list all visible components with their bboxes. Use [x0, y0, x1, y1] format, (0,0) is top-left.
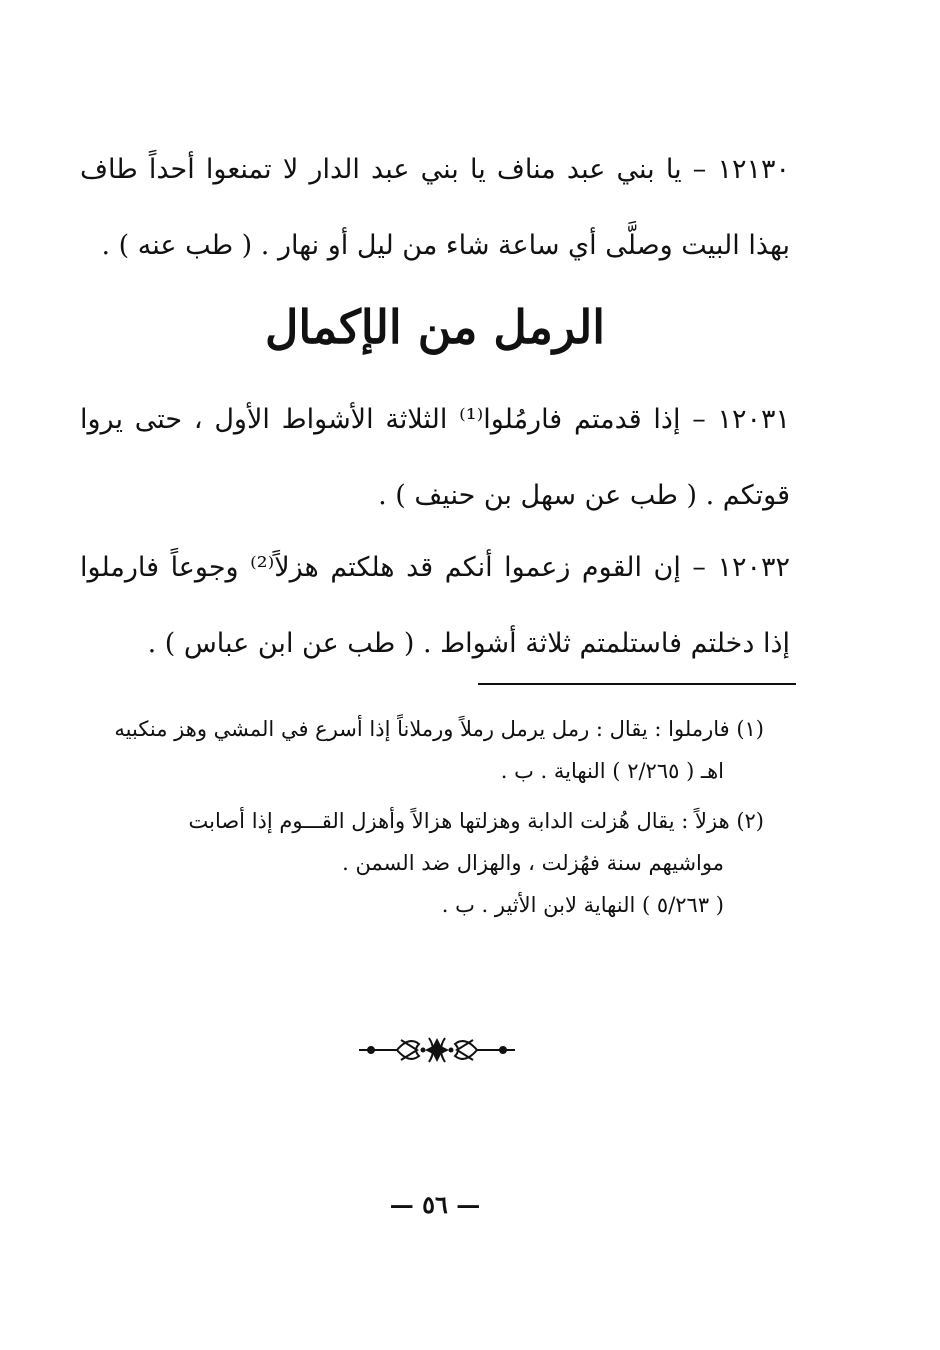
footnote-2-line-3: ( ٥/٢٦٣ ) النهاية لابن الأثير . ب . [441, 893, 724, 917]
footnote-2-line-2: مواشيهم سنة فهُزلت ، والهزال ضد السمن . [342, 851, 724, 875]
footnote-separator [478, 683, 796, 685]
footnote-2-line-1: (٢) هزلاً : يقال هُزلت الدابة وهزلتها هزالاً وأهزل القـــوم إذا أصابت [188, 809, 764, 833]
hadith-12032: ١٢٠٣٢ – إن القوم زعموا أنكم قد هلكتم هزلاً⁽²⁾ وجوعاً فارملوا إذا دخلتم فاستلمتم ثلاثة أشواط . ( طب عن ابن عباس ) . [80, 552, 790, 659]
section-title: الرمل من الإكمال [264, 300, 606, 354]
footnote-1 [84, 708, 764, 792]
floral-ornament-icon [357, 1030, 517, 1070]
footnote-1-line-1: (١) فارملوا : يقال : رمل يرمل رملاً ورملاناً إذا أسرع في المشي وهز منكبيه [114, 717, 764, 741]
hadith-12130: ١٢١٣٠ – يا بني عبد مناف يا بني عبد الدار لا تمنعوا أحداً طاف بهذا البيت وصلَّى أي ساعة شاء من ليل أو نهار . ( طب عنه ) . [80, 154, 790, 261]
page-number: — ٥٦ — [389, 1190, 481, 1219]
footnote-1-line-2: اهـ ( ٢/٢٦٥ ) النهاية . ب . [500, 759, 724, 783]
hadith-12031: ١٢٠٣١ – إذا قدمتم فارمُلوا⁽¹⁾ الثلاثة الأشواط الأول ، حتى يروا قوتكم . ( طب عن سهل بن حنيف ) . [80, 404, 790, 511]
footnote-2 [84, 800, 764, 926]
